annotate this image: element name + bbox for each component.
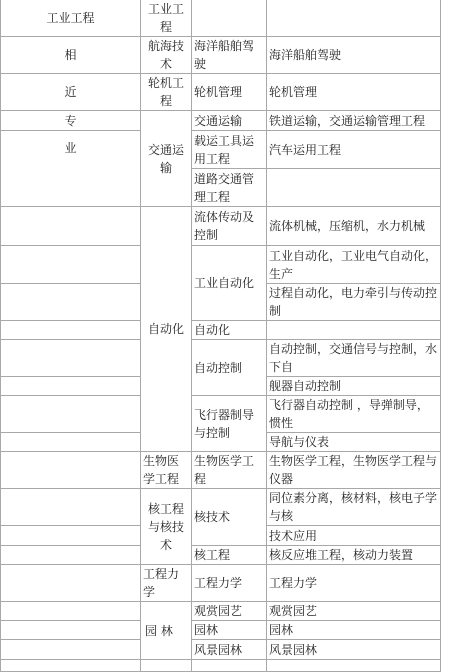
table-row [1,207,441,246]
old-major-cell: 铁道运输，交通运输管理工程 [267,111,441,131]
discipline-cell [1,565,141,602]
table-row [1,131,441,169]
discipline-cell [1,489,141,526]
old-major-cell: 工业自动化，工业电气自动化，生产 [267,246,441,284]
table-row [1,37,441,74]
discipline-cell [1,640,141,660]
discipline-cell [1,284,141,321]
old-major-cell [267,660,441,672]
discipline-cell: 专 [1,111,141,131]
old-major-cell: 工程力学 [267,565,441,602]
discipline-cell [1,340,141,377]
table-row [1,621,441,640]
major-class-cell: 自动化 [141,207,192,452]
discipline-cell [1,396,141,433]
major-cell: 自动化 [192,321,267,340]
old-major-cell: 飞行器自动控制 ，导弹制导，惯性 [267,396,441,433]
old-major-cell: 技术应用 [267,526,441,546]
major-class-cell: 核工程与核技术 [141,489,192,565]
major-cell [192,0,267,37]
old-major-cell: 自动控制，交通信号与控制，水下自 [267,340,441,377]
old-major-cell: 轮机管理 [267,74,441,111]
discipline-cell: 近 [1,74,141,111]
major-cell: 观赏园艺 [192,602,267,621]
table-row [1,640,441,660]
table-row [1,565,441,602]
table-row [1,0,441,37]
table-row [1,321,441,340]
old-major-cell: 风景园林 [267,640,441,660]
major-cell: 核技术 [192,489,267,546]
table-row [1,546,441,565]
old-major-cell: 海洋船舶驾驶 [267,37,441,74]
discipline-cell [1,602,141,621]
old-major-cell: 导航与仪表 [267,433,441,452]
major-class-cell: 交通运输 [141,111,192,207]
major-cell: 工业自动化 [192,246,267,321]
table-row [1,489,441,526]
discipline-cell [1,526,141,546]
major-cell [192,660,267,672]
old-major-cell: 核反应堆工程，核动力装置 [267,546,441,565]
major-cell: 交通运输 [192,111,267,131]
old-major-cell [267,321,441,340]
old-major-cell: 观赏园艺 [267,602,441,621]
table-row [1,396,441,433]
discipline-cell: 业 [1,131,141,207]
discipline-cell [1,321,141,340]
discipline-cell [1,546,141,565]
discipline-cell [1,621,141,640]
major-cell: 轮机管理 [192,74,267,111]
old-major-cell: 园林 [267,621,441,640]
table-row [1,111,441,131]
major-cell: 流体传动及控制 [192,207,267,246]
major-cell: 自动控制 [192,340,267,396]
table-row [1,74,441,111]
discipline-cell [1,377,141,396]
old-major-cell [267,169,441,207]
table-row [1,246,441,284]
discipline-cell [1,207,141,246]
discipline-cell: 工业工程 [1,0,141,37]
major-cell: 生物医学工程 [192,452,267,489]
major-cell: 海洋船舶驾驶 [192,37,267,74]
major-class-cell: 航海技术 [141,37,192,74]
major-cell: 工程力学 [192,565,267,602]
major-class-cell [141,660,192,672]
major-cell: 道路交通管理工程 [192,169,267,207]
major-cell: 风景园林 [192,640,267,660]
old-major-cell [267,0,441,37]
discipline-cell [1,452,141,489]
discipline-cell: 相 [1,37,141,74]
major-cell: 载运工具运用工程 [192,131,267,169]
discipline-cell [1,246,141,284]
discipline-cell [1,660,141,672]
old-major-cell: 舰器自动控制 [267,377,441,396]
old-major-cell: 生物医学工程，生物医学工程与仪器 [267,452,441,489]
major-class-cell: 工程力学 [141,565,192,602]
major-class-cell: 轮机工程 [141,74,192,111]
major-cell: 园林 [192,621,267,640]
major-class-cell: 生物医学工程 [141,452,192,489]
major-class-cell: 园 林 [141,602,192,660]
old-major-cell: 同位素分离，核材料，核电子学与核 [267,489,441,526]
old-major-cell: 过程自动化，电力牵引与传动控制 [267,284,441,321]
table-row [1,660,441,672]
old-major-cell: 汽车运用工程 [267,131,441,169]
major-cell: 飞行器制导与控制 [192,396,267,452]
old-major-cell: 流体机械，压缩机，水力机械 [267,207,441,246]
major-cell: 核工程 [192,546,267,565]
major-class-cell: 工业工程 [141,0,192,37]
table-row [1,452,441,489]
discipline-cell [1,433,141,452]
table-row [1,602,441,621]
table-row [1,340,441,377]
